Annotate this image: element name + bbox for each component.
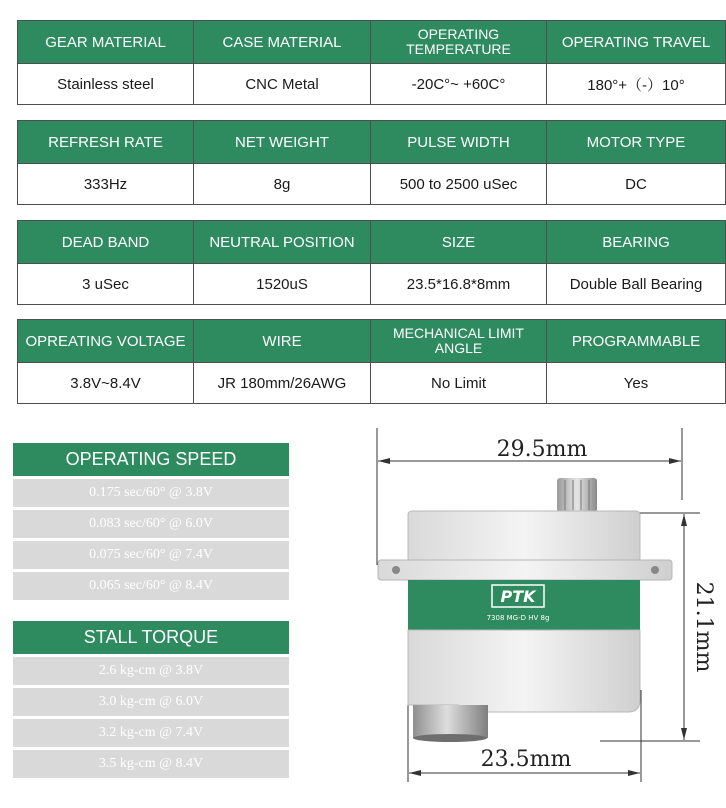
- spec-header: OPERATING TEMPERATURE: [371, 21, 547, 64]
- spec-value: JR 180mm/26AWG: [194, 363, 371, 404]
- operating-speed-row: 0.175 sec/60° @ 3.8V: [13, 479, 289, 507]
- spec-value: Yes: [547, 363, 726, 404]
- spec-header: OPERATING TRAVEL: [547, 21, 726, 64]
- brand-logo: PTK: [500, 587, 536, 606]
- stall-torque-title: STALL TORQUE: [13, 621, 289, 654]
- spec-header-row: [18, 21, 726, 64]
- spec-value: 8g: [194, 164, 371, 205]
- potentiometer-icon: [413, 705, 488, 742]
- operating-speed-row: 0.065 sec/60° @ 8.4V: [13, 572, 289, 600]
- spec-table-2: [17, 120, 726, 205]
- spec-header-row: [18, 221, 726, 264]
- spec-table-1: [17, 20, 726, 105]
- spec-table-3: [17, 220, 726, 305]
- spec-header: NET WEIGHT: [194, 121, 371, 164]
- stall-torque-panel: [13, 621, 289, 781]
- output-gear-icon: [557, 478, 597, 512]
- spec-table-4: [17, 319, 726, 404]
- spec-value: Double Ball Bearing: [547, 264, 726, 305]
- spec-value: DC: [547, 164, 726, 205]
- spec-value: 3 uSec: [18, 264, 194, 305]
- spec-value-row: [18, 64, 726, 105]
- model-text: 7308 MG-D HV 8g: [486, 614, 550, 622]
- spec-header: WIRE: [194, 320, 371, 363]
- stall-torque-row: 3.5 kg-cm @ 8.4V: [13, 750, 289, 778]
- spec-value: -20C°~ +60C°: [371, 64, 547, 105]
- spec-value-row: [18, 164, 726, 205]
- spec-header: CASE MATERIAL: [194, 21, 371, 64]
- stall-torque-row: 3.0 kg-cm @ 6.0V: [13, 688, 289, 716]
- spec-header: PROGRAMMABLE: [547, 320, 726, 363]
- operating-speed-title: OPERATING SPEED: [13, 443, 289, 476]
- spec-header-row: [18, 320, 726, 363]
- spec-value: 333Hz: [18, 164, 194, 205]
- servo-dimension-diagram: [360, 425, 726, 808]
- spec-value: No Limit: [371, 363, 547, 404]
- spec-header: MECHANICAL LIMIT ANGLE: [371, 320, 547, 363]
- servo-lower-case: [408, 630, 640, 712]
- spec-header: NEUTRAL POSITION: [194, 221, 371, 264]
- operating-speed-row: 0.083 sec/60° @ 6.0V: [13, 510, 289, 538]
- spec-header: SIZE: [371, 221, 547, 264]
- spec-header: BEARING: [547, 221, 726, 264]
- spec-header: MOTOR TYPE: [547, 121, 726, 164]
- spec-value-row: [18, 363, 726, 404]
- stall-torque-row: 2.6 kg-cm @ 3.8V: [13, 657, 289, 685]
- spec-value: 23.5*16.8*8mm: [371, 264, 547, 305]
- stall-torque-row: 3.2 kg-cm @ 7.4V: [13, 719, 289, 747]
- spec-value: 3.8V~8.4V: [18, 363, 194, 404]
- spec-value: 1520uS: [194, 264, 371, 305]
- spec-header: OPREATING VOLTAGE: [18, 320, 194, 363]
- spec-value: CNC Metal: [194, 64, 371, 105]
- servo-top-case: [378, 511, 672, 580]
- width-label: 29.5mm: [496, 437, 588, 462]
- spec-value-row: [18, 264, 726, 305]
- spec-header: GEAR MATERIAL: [18, 21, 194, 64]
- spec-header: PULSE WIDTH: [371, 121, 547, 164]
- spec-value: Stainless steel: [18, 64, 194, 105]
- operating-speed-panel: [13, 443, 289, 603]
- bottom-label: 23.5mm: [480, 747, 572, 772]
- spec-value: 500 to 2500 uSec: [371, 164, 547, 205]
- operating-speed-row: 0.075 sec/60° @ 7.4V: [13, 541, 289, 569]
- spec-header: DEAD BAND: [18, 221, 194, 264]
- height-label: 21.1mm: [691, 581, 716, 673]
- spec-header-row: [18, 121, 726, 164]
- spec-header: REFRESH RATE: [18, 121, 194, 164]
- spec-value: 180°+（-）10°: [547, 64, 726, 105]
